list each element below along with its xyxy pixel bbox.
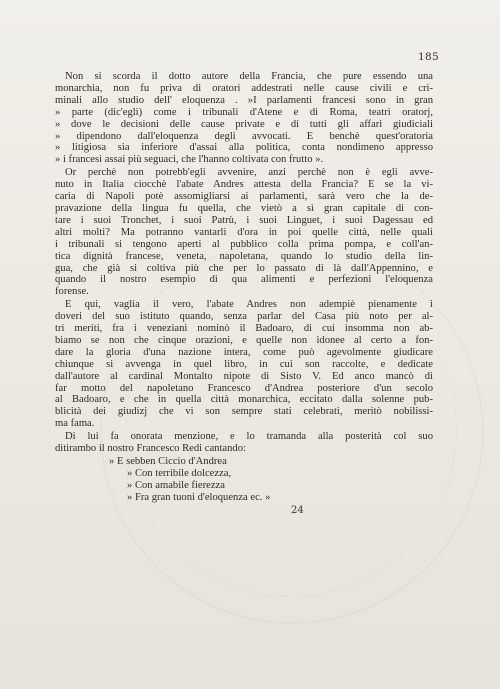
text-line: minali allo studio dell' eloquenza . »I parlamenti francesi sono in gran (55, 94, 433, 106)
verse-quote (55, 456, 433, 504)
text-line: i tribunali si tengono aperti al pubblico colla prima pompa, e coll'an- (55, 238, 433, 250)
text-line: altri molti? Ma potranno vantarli d'ora in poi quelle città, nelle quali (55, 226, 433, 238)
text-line: nuto in Italia ciocchè l'abate Andres attesta della Francia? E se la vi- (55, 179, 433, 191)
verse-line: » Fra gran tuoni d'eloquenza ec. » (127, 491, 271, 503)
text-line: Non si scorda il dotto autore della Francia, che pure essendo una (65, 71, 433, 82)
paragraph-1 (55, 71, 433, 166)
text-line: Di lui fa onorata menzione, e lo tramanda alla posterità col suo (65, 431, 433, 443)
text-line: forense. (55, 286, 89, 298)
verse-line: » E sebben Ciccio d'Andrea (109, 456, 227, 467)
text-line: dare la gloria d'una nazione intera, come può agevolmente giudicare (55, 346, 433, 358)
text-line: tare i suoi Tronchet, i suoi Patrù, i suoi Linguet, i suoi Dagessau ed (55, 214, 433, 226)
text-line: blicità dei giudizj che vi son sempre stati celebrati, meritò nobilissi- (55, 406, 433, 418)
text-line: monarchia, non fu priva di oratori addestrati nelle cause civili e cri- (55, 82, 433, 94)
text-line: chiunque si avvenga in quel libro, in cui son raccolte, e dedicate (55, 358, 433, 370)
verse-line: » Con terribile dolcezza, (127, 467, 232, 479)
text-line: tri meriti, fra i veneziani nominò il Badoaro, di cui insomma non ab- (55, 323, 433, 335)
page-number: 185 (418, 51, 439, 63)
text-line: » dove le decisioni delle cause private e di tutti gli affari giudiciali (55, 118, 433, 130)
text-line: E qui, vaglia il vero, l'abate Andres non adempiè pienamente i (65, 299, 433, 311)
text-line: ma fama. (55, 418, 95, 430)
paragraph-3 (55, 299, 433, 430)
text-line: » parte (dic'egli) come i tribunali d'Atene e di Roma, teatri oratorj, (55, 106, 433, 118)
text-line: quando il nostro esempio di qua alimenti e perfezioni l'eloquenza (55, 274, 433, 286)
page-body-text (55, 71, 433, 504)
paragraph-2 (55, 167, 433, 298)
text-line: » litigiosa sia inferiore d'assai alla politica, conta nondimeno appresso (55, 142, 433, 154)
text-line: gua, che già si coltiva più che per lo passato di là dall'Appennino, e (55, 262, 433, 274)
text-line: tica dignità francese, veneta, napoletana, quando lo studio della lin- (55, 250, 433, 262)
text-line: caria di Napoli potè assomigliarsi ai parlamenti, sarà vero che la de- (55, 191, 433, 203)
text-line: biamo se non che cinque orazioni, e quelle non idonee al certo a fon- (55, 334, 433, 346)
text-line: far motto del napoletano Francesco d'Andrea posteriore d'un secolo (55, 382, 433, 394)
signature-mark: 24 (291, 505, 304, 516)
text-line: al Badoaro, e che in quella città monarchica, eccitato dalla solenne pub- (55, 394, 433, 406)
text-line: pravazione della lingua fu quella, che vietò a sì gran capitale di con- (55, 202, 433, 214)
text-line: ditirambo il nostro Francesco Redi cantando: (55, 443, 246, 455)
text-line: » i francesi assai più seguaci, che l'hanno coltivata con frutto ». (55, 154, 324, 166)
text-line: dall'autore al cardinal Montalto nipote di Sisto V. Ed anco mancò di (55, 370, 433, 382)
text-line: Or perchè non potrebb'egli avvenire, anzi perchè non è egli avve- (65, 167, 433, 179)
verse-line: » Con amabile fierezza (127, 479, 225, 491)
text-line: » dipendono dall'eloquenza degli avvocati. E benchè quest'oratoria (55, 130, 433, 142)
paragraph-4 (55, 431, 433, 455)
text-line: doveri del suo istituto quando, senza parlar del Casa più noto per al- (55, 311, 433, 323)
